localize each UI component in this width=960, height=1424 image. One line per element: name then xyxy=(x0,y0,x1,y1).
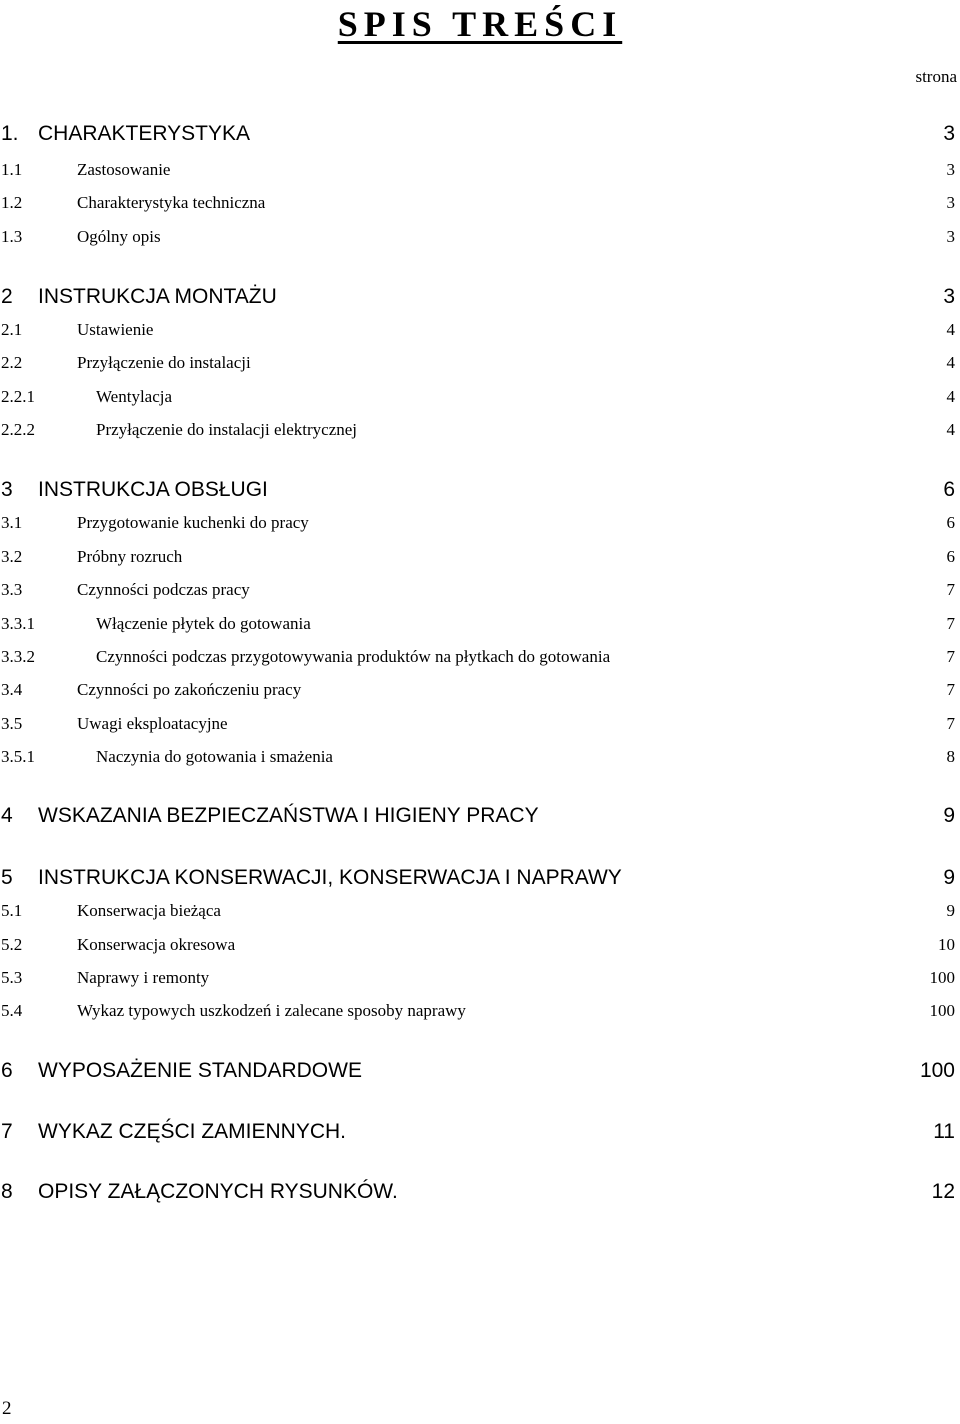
toc-entry-page: 9 xyxy=(946,901,955,920)
toc-entry-number: 5.4 xyxy=(1,1001,23,1020)
toc-entry[interactable] xyxy=(0,714,955,740)
toc-entry-number: 1. xyxy=(1,122,19,145)
toc-entry[interactable] xyxy=(0,747,955,773)
toc-entry[interactable] xyxy=(0,227,955,253)
toc-entry-title: Przyłączenie do instalacji elektrycznej xyxy=(96,420,358,439)
toc-entry-page: 10 xyxy=(938,935,955,954)
toc-entry-title: CHARAKTERYSTYKA xyxy=(38,122,250,145)
toc-entry-title: Naprawy i remonty xyxy=(77,968,210,987)
toc-entry-number: 1.3 xyxy=(1,227,23,246)
toc-entry-title: Czynności podczas przygotowywania produktów na płytkach do gotowania xyxy=(96,647,611,666)
toc-entry-title: WYPOSAŻENIE STANDARDOWE xyxy=(38,1059,362,1082)
toc-entry-page: 4 xyxy=(946,387,955,406)
toc-entry-number: 2.2.1 xyxy=(1,387,35,406)
toc-entry-number: 5 xyxy=(1,866,13,889)
toc-entry[interactable] xyxy=(0,122,955,148)
toc-entry-number: 3.4 xyxy=(1,680,23,699)
toc-entry[interactable] xyxy=(0,580,955,606)
toc-entry-page: 3 xyxy=(943,122,955,145)
toc-entry[interactable] xyxy=(0,513,955,539)
toc-entry[interactable] xyxy=(0,160,955,186)
toc-entry[interactable] xyxy=(0,614,955,640)
toc-entry-title: Próbny rozruch xyxy=(77,547,183,566)
toc-entry-title: Naczynia do gotowania i smażenia xyxy=(96,747,333,766)
toc-entry-number: 3.1 xyxy=(1,513,23,532)
toc-entry-title: Wykaz typowych uszkodzeń i zalecane sposoby naprawy xyxy=(77,1001,466,1020)
toc-entry-page: 6 xyxy=(946,547,955,566)
toc-entry-number: 2.2.2 xyxy=(1,420,35,439)
toc-entry[interactable] xyxy=(0,1120,955,1146)
toc-entry-page: 3 xyxy=(946,193,955,212)
toc-entry-number: 5.2 xyxy=(1,935,23,954)
toc-entry-title: INSTRUKCJA KONSERWACJI, KONSERWACJA I NAPRAWY xyxy=(38,866,622,889)
toc-entry[interactable] xyxy=(0,1180,955,1206)
toc-entry[interactable] xyxy=(0,353,955,379)
toc-entry-title: Ogólny opis xyxy=(77,227,161,246)
page-column-label: strona xyxy=(915,67,957,86)
toc-entry-title: INSTRUKCJA MONTAŻU xyxy=(38,285,277,308)
toc-entry[interactable] xyxy=(0,478,955,504)
toc-entry-title: Przyłączenie do instalacji xyxy=(77,353,251,372)
toc-entry[interactable] xyxy=(0,647,955,673)
toc-entry-title: Charakterystyka techniczna xyxy=(77,193,266,212)
toc-entry-page: 6 xyxy=(943,478,955,501)
footer-page-number: 2 xyxy=(2,1398,12,1419)
toc-entry-number: 1.2 xyxy=(1,193,23,212)
toc-entry[interactable] xyxy=(0,193,955,219)
toc-entry-page: 7 xyxy=(946,714,955,733)
toc-entry[interactable] xyxy=(0,387,955,413)
toc-entry[interactable] xyxy=(0,285,955,311)
toc-entry-number: 4 xyxy=(1,804,13,827)
toc-entry-page: 4 xyxy=(946,353,955,372)
toc-entry[interactable] xyxy=(0,901,955,927)
toc-entry-page: 6 xyxy=(946,513,955,532)
toc-entry-title: Czynności podczas pracy xyxy=(77,580,250,599)
toc-entry-number: 7 xyxy=(1,1120,13,1143)
toc-entry-page: 100 xyxy=(919,1059,955,1082)
toc-entry-number: 6 xyxy=(1,1059,13,1082)
toc-entry-page: 12 xyxy=(931,1180,955,1203)
toc-entry-number: 2.1 xyxy=(1,320,23,339)
toc-entry-page: 7 xyxy=(946,647,955,666)
toc-entry-title: Konserwacja bieżąca xyxy=(77,901,221,920)
toc-entry-number: 3.5.1 xyxy=(1,747,35,766)
toc-entry-page: 7 xyxy=(946,680,955,699)
toc-entry-number: 2.2 xyxy=(1,353,23,372)
toc-entry-page: 11 xyxy=(933,1120,955,1143)
toc-entry-number: 3.5 xyxy=(1,714,23,733)
toc-entry-page: 100 xyxy=(929,968,955,987)
toc-entry-title: Zastosowanie xyxy=(77,160,171,179)
toc-entry-page: 4 xyxy=(946,420,955,439)
toc-entry-title: Czynności po zakończeniu pracy xyxy=(77,680,302,699)
toc-entry-number: 5.1 xyxy=(1,901,23,920)
page-title: SPIS TREŚCI xyxy=(337,4,623,44)
toc-entry-page: 7 xyxy=(946,614,955,633)
toc-entry[interactable] xyxy=(0,968,955,994)
toc-entry-title: WSKAZANIA BEZPIECZAŃSTWA I HIGIENY PRACY xyxy=(38,804,539,827)
toc-entry-number: 3.3.2 xyxy=(1,647,35,666)
toc-entry-number: 3 xyxy=(1,478,13,501)
toc-entry-number: 8 xyxy=(1,1180,13,1203)
toc-entry[interactable] xyxy=(0,420,955,446)
toc-entry-title: Ustawienie xyxy=(77,320,154,339)
toc-entry-page: 3 xyxy=(946,160,955,179)
toc-entry-number: 3.3.1 xyxy=(1,614,35,633)
toc-entry-title: Włączenie płytek do gotowania xyxy=(96,614,311,633)
toc-entry[interactable] xyxy=(0,320,955,346)
toc-entry[interactable] xyxy=(0,1001,955,1027)
toc-entry-title: Przygotowanie kuchenki do pracy xyxy=(77,513,309,532)
toc-entry-title: Uwagi eksploatacyjne xyxy=(77,714,228,733)
toc-entry-page: 3 xyxy=(943,285,955,308)
toc-entry-page: 9 xyxy=(943,804,955,827)
toc-entry-title: WYKAZ CZĘŚCI ZAMIENNYCH. xyxy=(38,1120,347,1143)
toc-entry-page: 4 xyxy=(946,320,955,339)
toc-entry[interactable] xyxy=(0,547,955,573)
toc-entry-number: 3.3 xyxy=(1,580,23,599)
toc-entry[interactable] xyxy=(0,680,955,706)
toc-entry-title: Konserwacja okresowa xyxy=(77,935,236,954)
toc-entry-number: 5.3 xyxy=(1,968,23,987)
toc-entry-page: 100 xyxy=(929,1001,955,1020)
toc-entry-title: Wentylacja xyxy=(96,387,173,406)
toc-entry-number: 2 xyxy=(1,285,13,308)
toc-entry[interactable] xyxy=(0,866,955,892)
toc-entry-page: 7 xyxy=(946,580,955,599)
toc-entry-title: OPISY ZAŁĄCZONYCH RYSUNKÓW. xyxy=(38,1180,398,1203)
toc-entry-page: 3 xyxy=(946,227,955,246)
toc-entry-page: 8 xyxy=(946,747,955,766)
toc-entry[interactable] xyxy=(0,804,955,830)
toc-entry-page: 9 xyxy=(943,866,955,889)
toc-entry[interactable] xyxy=(0,1059,955,1085)
toc-entry-number: 3.2 xyxy=(1,547,23,566)
toc-entry-number: 1.1 xyxy=(1,160,23,179)
toc-entry[interactable] xyxy=(0,935,955,961)
toc-entry-title: INSTRUKCJA OBSŁUGI xyxy=(38,478,268,501)
